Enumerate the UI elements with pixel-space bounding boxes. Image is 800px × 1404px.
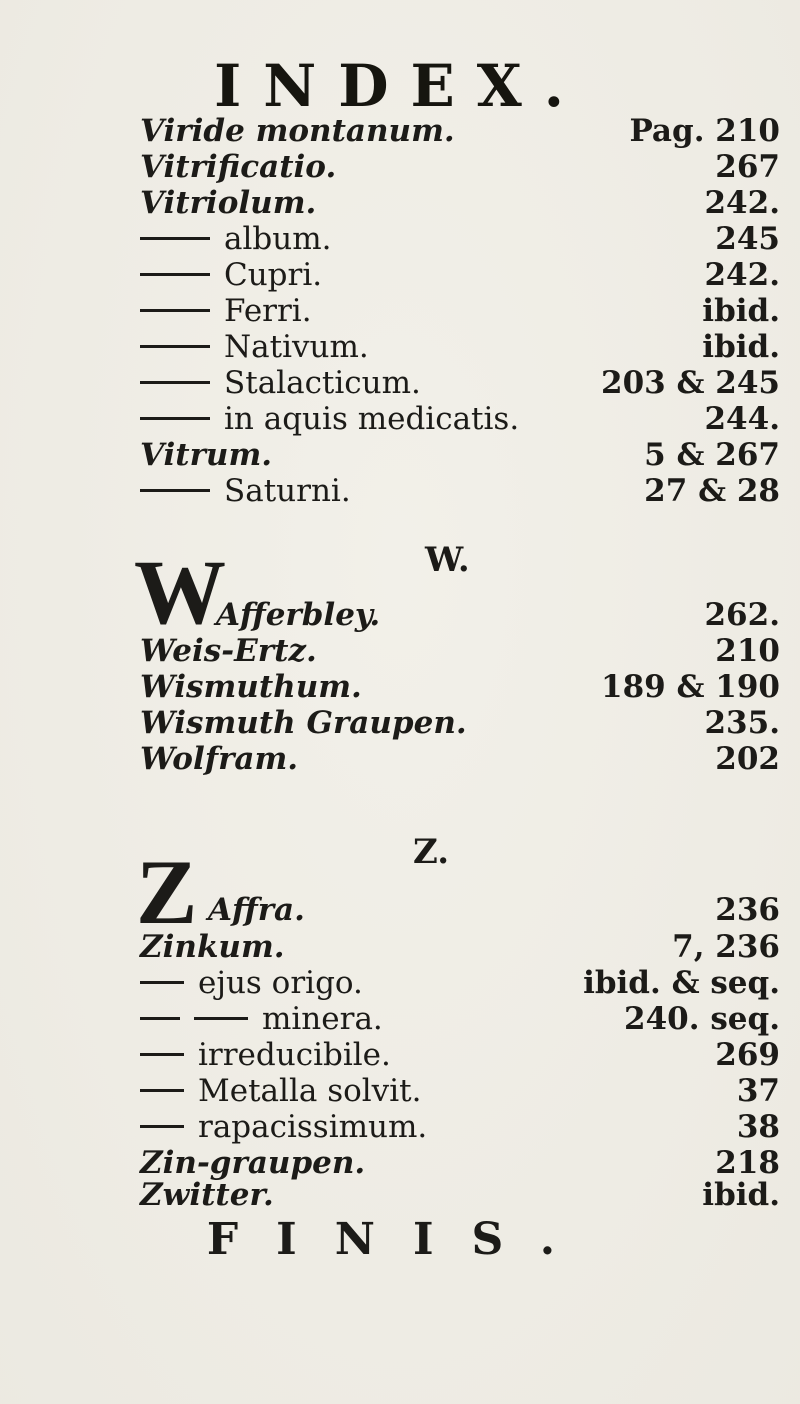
section-letter-z: Z. (413, 832, 450, 872)
entry-page-ref: 269 (715, 1037, 780, 1073)
entry-page-ref: 267 (715, 149, 780, 185)
ditto-dash (140, 345, 210, 348)
ditto-dash (140, 1125, 184, 1128)
index-entry (140, 222, 790, 256)
entry-page-ref: 189 & 190 (601, 669, 780, 705)
entry-term: Wolfram. (140, 741, 299, 777)
ditto-dash (140, 417, 210, 420)
index-entry (140, 1002, 790, 1036)
entry-page-ref: 262. (704, 597, 780, 633)
entry-term-text: Ferri. (224, 293, 312, 329)
drop-cap-z: Z (136, 841, 198, 943)
entry-term (140, 294, 312, 328)
ditto-dash (140, 309, 210, 312)
index-entry (140, 474, 790, 508)
entry-page-ref: 240. seq. (624, 1001, 780, 1037)
index-entry (140, 402, 790, 436)
entry-term (140, 1002, 383, 1036)
entry-page-ref: 37 (736, 1073, 780, 1109)
entry-term (140, 474, 351, 508)
ditto-dash (140, 1089, 184, 1092)
entry-term-text: minera. (262, 1001, 383, 1037)
entry-term-text: irreducibile. (198, 1037, 391, 1073)
drop-cap-w: W (134, 541, 226, 643)
index-entry (216, 598, 790, 632)
entry-page-ref: 242. (704, 257, 780, 293)
index-entry (140, 930, 790, 964)
ditto-dash (194, 1017, 248, 1020)
entry-term: Afferbley. (216, 597, 381, 633)
entry-term: Affra. (208, 892, 305, 928)
ditto-dash (140, 381, 210, 384)
index-entry (140, 294, 790, 328)
ditto-dash (140, 273, 210, 276)
entry-term: Vitrificatio. (140, 149, 337, 185)
entry-page-ref: 202 (715, 741, 780, 777)
index-entry (140, 438, 790, 472)
index-entry (140, 1074, 790, 1108)
index-entry (140, 1178, 790, 1212)
ditto-dash (140, 1053, 184, 1056)
ditto-dash (140, 981, 184, 984)
entry-term (140, 222, 331, 256)
entry-page-ref: 245 (715, 221, 780, 257)
index-entry (140, 1146, 790, 1180)
entry-term: Weis-Ertz. (140, 633, 317, 669)
index-entry (140, 258, 790, 292)
entry-page-ref: ibid. (702, 293, 780, 329)
entry-page-ref: ibid. (702, 1177, 780, 1213)
entry-page-ref: Pag. 210 (629, 113, 780, 149)
entry-page-ref: 235. (704, 705, 780, 741)
entry-term-text: Cupri. (224, 257, 323, 293)
index-entry (140, 742, 790, 776)
entry-page-ref: ibid. & seq. (583, 965, 780, 1001)
entry-term-text: album. (224, 221, 332, 257)
entry-page-ref: 236 (715, 892, 780, 928)
entry-term (140, 1110, 427, 1144)
entry-term-text: Nativum. (224, 329, 369, 365)
index-entry (140, 670, 790, 704)
entry-term: Wismuth Graupen. (140, 705, 467, 741)
entry-term (140, 258, 322, 292)
entry-term: Vitriolum. (140, 185, 317, 221)
index-entry (208, 893, 790, 927)
entry-term: Zin-graupen. (140, 1145, 366, 1181)
entry-term (140, 366, 421, 400)
index-entry (140, 1038, 790, 1072)
entry-term: Zinkum. (140, 929, 285, 965)
entry-term-text: ejus origo. (198, 965, 363, 1001)
ditto-dash (140, 1017, 180, 1020)
section-letter-w: W. (425, 540, 470, 580)
page-title: INDEX. (214, 52, 586, 120)
entry-term-text: Metalla solvit. (198, 1073, 422, 1109)
entry-page-ref: 27 & 28 (644, 473, 780, 509)
entry-page-ref: 7, 236 (672, 929, 780, 965)
entry-term (140, 1038, 391, 1072)
entry-term: Zwitter. (140, 1177, 274, 1213)
entry-term-text: Stalacticum. (224, 365, 421, 401)
entry-page-ref: 210 (715, 633, 780, 669)
entry-page-ref: ibid. (702, 329, 780, 365)
entry-page-ref: 218 (715, 1145, 780, 1181)
index-entry (140, 634, 790, 668)
entry-page-ref: 203 & 245 (601, 365, 780, 401)
index-entry (140, 966, 790, 1000)
entry-term (140, 966, 363, 1000)
entry-term: Vitrum. (140, 437, 273, 473)
index-entry (140, 186, 790, 220)
entry-term-text: rapacissimum. (198, 1109, 428, 1145)
ditto-dash (140, 489, 210, 492)
index-entry (140, 706, 790, 740)
index-entry (140, 366, 790, 400)
index-entry (140, 114, 790, 148)
entry-term-text: Saturni. (224, 473, 351, 509)
entry-term-text: in aquis medicatis. (224, 401, 520, 437)
index-entry (140, 150, 790, 184)
index-entry (140, 330, 790, 364)
entry-term: Viride montanum. (140, 113, 455, 149)
entry-term (140, 402, 519, 436)
entry-term: Wismuthum. (140, 669, 362, 705)
entry-page-ref: 242. (704, 185, 780, 221)
entry-term (140, 1074, 421, 1108)
entry-term (140, 330, 369, 364)
finis-footer: FINIS. (206, 1214, 594, 1265)
ditto-dash (140, 237, 210, 240)
entry-page-ref: 5 & 267 (644, 437, 780, 473)
entry-page-ref: 38 (736, 1109, 780, 1145)
entry-page-ref: 244. (704, 401, 780, 437)
index-entry (140, 1110, 790, 1144)
